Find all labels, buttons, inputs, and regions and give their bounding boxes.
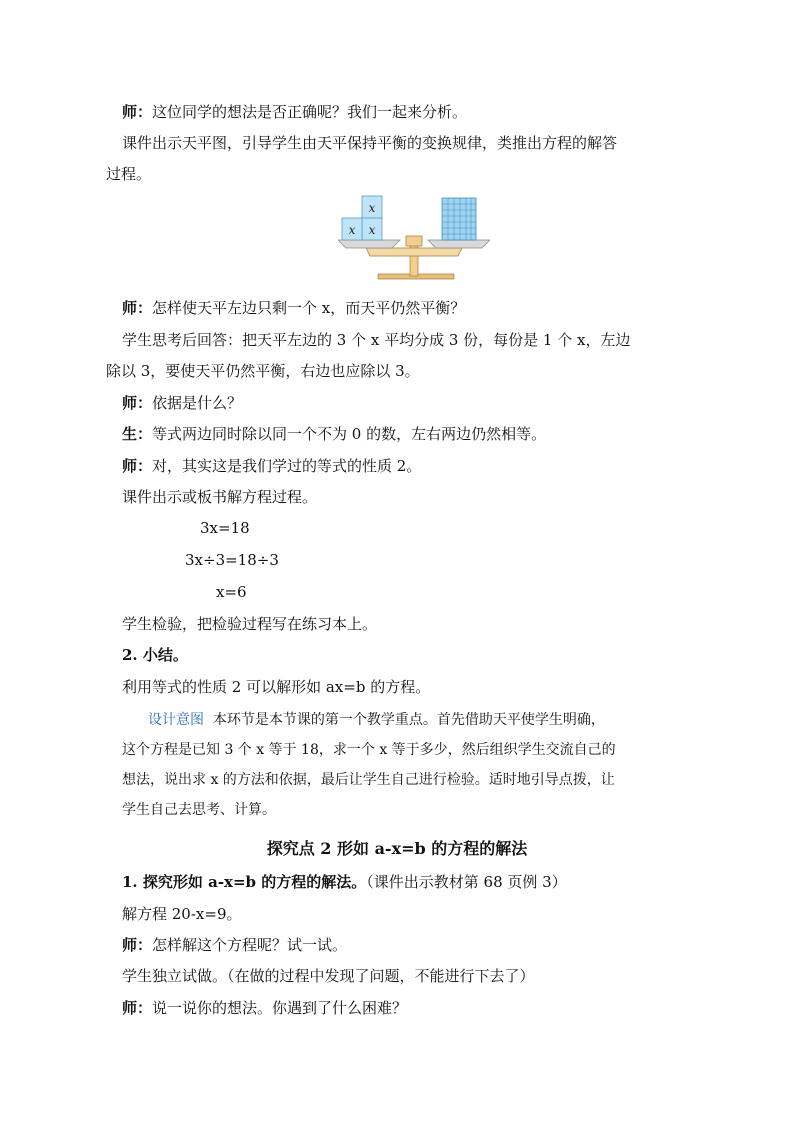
design-intent-line: 这个方程是已知 3 个 x 等于 18，求一个 x 等于多少，然后组织学生交流自己的 (122, 742, 616, 758)
dialogue-line (122, 424, 546, 444)
x-box (362, 218, 382, 240)
unit-cubes-grid (442, 198, 476, 240)
dialogue-line (122, 998, 407, 1018)
task-line (122, 872, 567, 892)
section-heading: 探究点 2 形如 a-x=b 的方程的解法 (266, 839, 528, 858)
speaker-label: 师： (122, 936, 153, 954)
paragraph-line: 课件出示天平图，引导学生由天平保持平衡的变换规律，类推出方程的解答 (122, 134, 618, 152)
paragraph-line: 学生思考后回答：把天平左边的 3 个 x 平均分成 3 份，每份是 1 个 x，左边 (122, 331, 631, 349)
dialogue-line (122, 298, 465, 318)
equation-step: x=6 (216, 583, 247, 601)
balance-scale-illustration (338, 192, 490, 282)
task-note: （课件出示教材第 68 页例 3） (366, 873, 567, 891)
paragraph-line: 解方程 20-x=9。 (122, 905, 242, 923)
paragraph-line: 除以 3，要使天平仍然平衡，右边也应除以 3。 (106, 362, 420, 380)
speaker-label: 师： (122, 299, 153, 317)
speaker-label: 师： (122, 394, 153, 412)
task-title: 1. 探究形如 a-x=b 的方程的解法。 (122, 873, 367, 891)
dialogue-text: 依据是什么？ (152, 394, 243, 412)
dialogue-line (122, 393, 242, 413)
paragraph-line: 过程。 (106, 165, 152, 183)
x-box (362, 196, 382, 218)
paragraph-line: 利用等式的性质 2 可以解形如 ax=b 的方程。 (122, 678, 431, 696)
design-intent-line (148, 710, 605, 730)
dialogue-line (122, 102, 467, 122)
paragraph-line: 学生独立试做。（在做的过程中发现了问题，不能进行下去了） (122, 967, 535, 985)
x-label: x (368, 201, 376, 215)
design-intent-line: 想法，说出求 x 的方法和依据，最后让学生自己进行检验。适时地引导点拨，让 (122, 772, 615, 788)
design-intent-text: 本环节是本节课的第一个教学重点。首先借助天平使学生明确， (212, 712, 605, 728)
dialogue-text: 怎样解这个方程呢？试一试。 (152, 936, 348, 954)
x-label: x (348, 223, 356, 237)
equation-step: 3x÷3=18÷3 (185, 551, 279, 569)
dialogue-text: 说一说你的想法。你遇到了什么困难？ (152, 999, 408, 1017)
x-label: x (368, 223, 376, 237)
dialogue-text: 对，其实这是我们学过的等式的性质 2。 (152, 457, 422, 475)
dialogue-line (122, 456, 421, 476)
speaker-label: 生： (122, 425, 153, 443)
speaker-label: 师： (122, 103, 153, 121)
dialogue-text: 等式两边同时除以同一个不为 0 的数，左右两边仍然相等。 (152, 425, 547, 443)
dialogue-line (122, 935, 347, 955)
speaker-label: 师： (122, 999, 153, 1017)
subsection-title: 2. 小结。 (122, 646, 188, 664)
dialogue-text: 这位同学的想法是否正确呢？我们一起来分析。 (152, 103, 468, 121)
dialogue-text: 怎样使天平左边只剩一个 x，而天平仍然平衡？ (152, 299, 466, 317)
equation-step: 3x=18 (200, 519, 250, 537)
paragraph-line: 课件出示或板书解方程过程。 (122, 488, 318, 506)
design-intent-line: 学生自己去思考、计算。 (122, 802, 276, 818)
speaker-label: 师： (122, 457, 153, 475)
design-intent-label: 设计意图 (148, 712, 204, 728)
paragraph-line: 学生检验，把检验过程写在练习本上。 (122, 615, 378, 633)
x-box (342, 218, 362, 240)
